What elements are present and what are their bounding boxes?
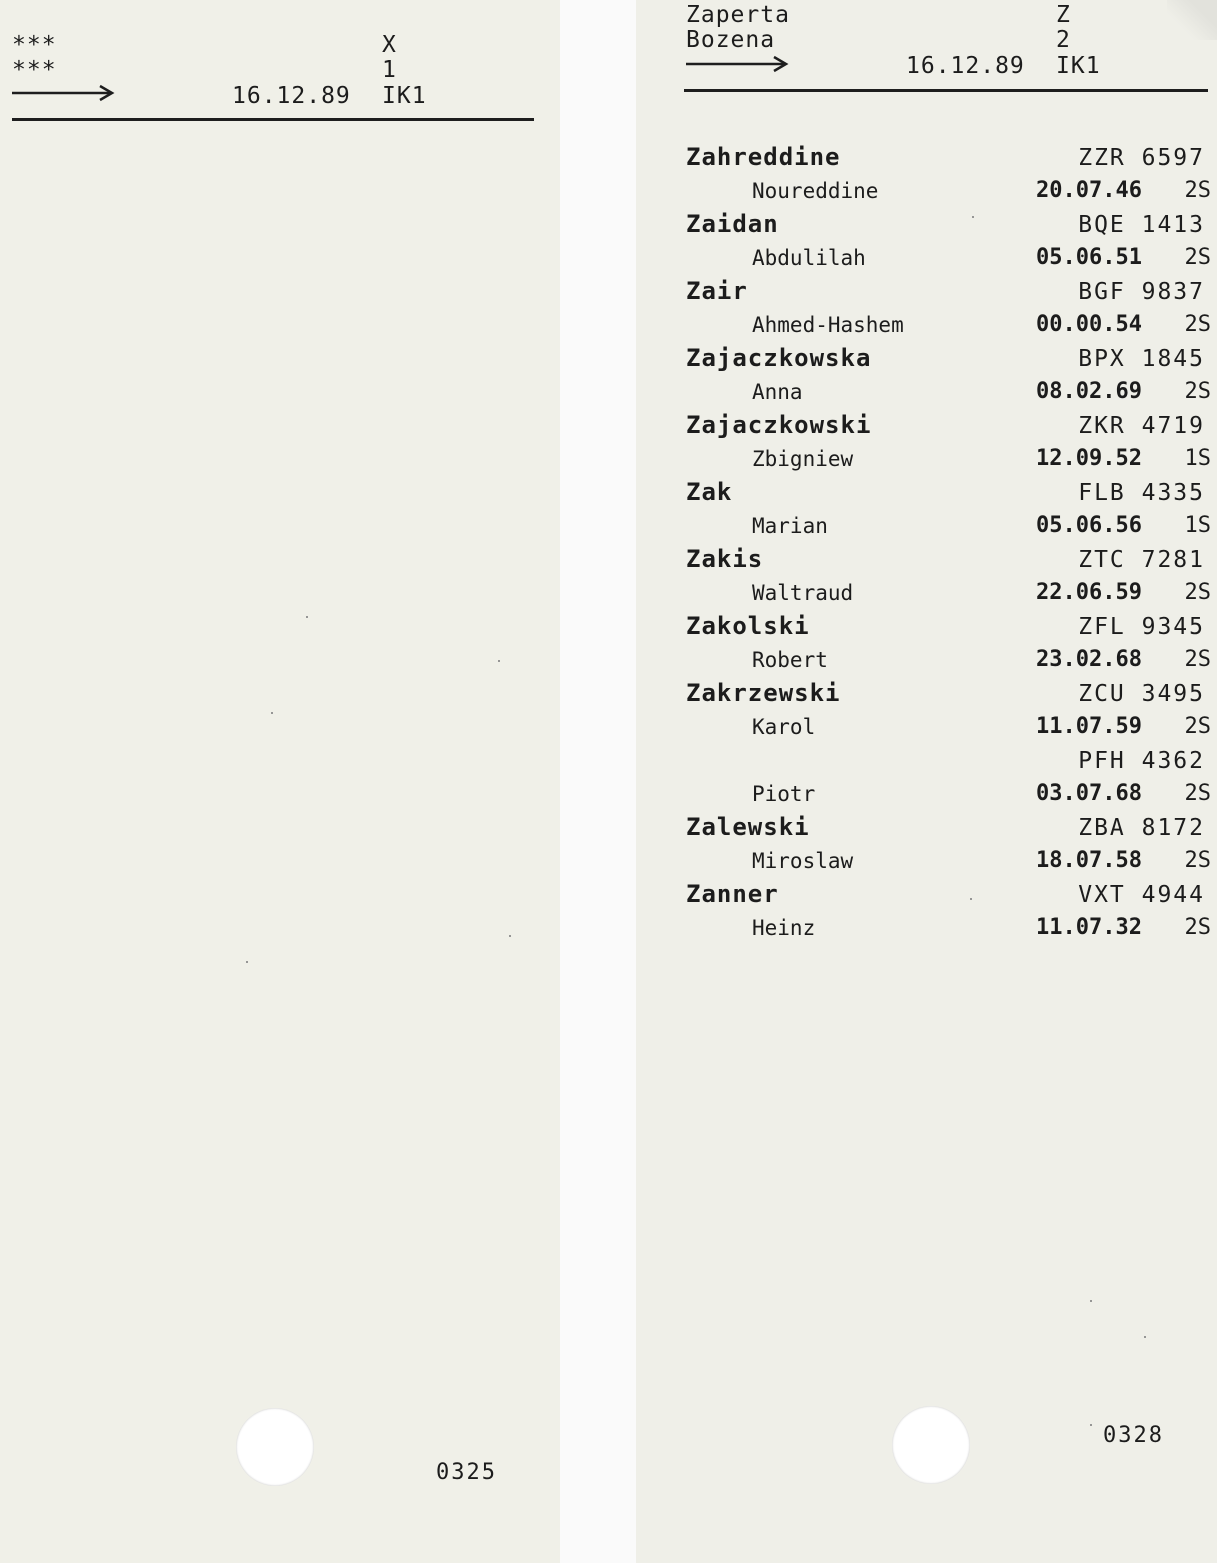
- left-date: 16.12.89: [232, 83, 351, 109]
- record-sex-code: 2S: [1184, 379, 1211, 404]
- record-sex-code: 2S: [1184, 848, 1211, 873]
- record-code: ZBA 8172: [1078, 815, 1205, 841]
- record-birth-date: 18.07.58: [1036, 848, 1142, 873]
- record-sex-code: 1S: [1184, 513, 1211, 538]
- record-surname: Zajaczkowski: [686, 411, 872, 439]
- left-header-letter: X: [382, 32, 397, 58]
- record-birth-date: 23.02.68: [1036, 647, 1142, 672]
- right-header-name-1: Zaperta: [686, 2, 790, 28]
- right-header-letter: Z: [1056, 2, 1071, 28]
- right-header-rule: [684, 89, 1208, 92]
- record-sex-code: 2S: [1184, 245, 1211, 270]
- record-surname: Zak: [686, 478, 733, 506]
- record-given-name: Ahmed-Hashem: [752, 313, 904, 337]
- right-sheet: [636, 0, 1217, 1563]
- record-code: ZKR 4719: [1078, 413, 1205, 439]
- record-surname: Zahreddine: [686, 143, 841, 171]
- right-punch-hole: [892, 1406, 970, 1484]
- record-given-name: Waltraud: [752, 581, 854, 605]
- sheet-gap: [560, 0, 636, 1563]
- record-code: BPX 1845: [1078, 346, 1205, 372]
- page-corner-curl: [1167, 0, 1217, 40]
- record-given-name: Robert: [752, 648, 828, 672]
- record-surname: Zajaczkowska: [686, 344, 872, 372]
- right-header-name-2: Bozena: [686, 27, 776, 53]
- left-header-rule: [12, 118, 534, 121]
- record-birth-date: 08.02.69: [1036, 379, 1142, 404]
- left-arrow-icon: [12, 83, 116, 103]
- record-given-name: Noureddine: [752, 179, 879, 203]
- record-sex-code: 2S: [1184, 647, 1211, 672]
- record-birth-date: 03.07.68: [1036, 781, 1142, 806]
- record-birth-date: 20.07.46: [1036, 178, 1142, 203]
- record-given-name: Anna: [752, 380, 803, 404]
- left-header-stars-2: ***: [12, 57, 57, 83]
- left-header-stars-1: ***: [12, 32, 57, 58]
- record-given-name: Heinz: [752, 916, 816, 940]
- record-birth-date: 00.00.54: [1036, 312, 1142, 337]
- record-code: ZCU 3495: [1078, 681, 1205, 707]
- record-surname: Zair: [686, 277, 748, 305]
- record-birth-date: 11.07.59: [1036, 714, 1142, 739]
- record-given-name: Piotr: [752, 782, 816, 806]
- record-code: ZFL 9345: [1078, 614, 1205, 640]
- record-given-name: Zbigniew: [752, 447, 854, 471]
- record-birth-date: 05.06.56: [1036, 513, 1142, 538]
- right-date: 16.12.89: [906, 53, 1025, 79]
- record-surname: Zanner: [686, 880, 779, 908]
- right-header-number: 2: [1056, 27, 1071, 53]
- record-code: BGF 9837: [1078, 279, 1205, 305]
- record-code: FLB 4335: [1078, 480, 1205, 506]
- record-sex-code: 2S: [1184, 580, 1211, 605]
- record-birth-date: 05.06.51: [1036, 245, 1142, 270]
- record-surname: Zakis: [686, 545, 764, 573]
- record-code: ZZR 6597: [1078, 145, 1205, 171]
- right-arrow-icon: [686, 54, 790, 74]
- record-code: VXT 4944: [1078, 882, 1205, 908]
- record-surname: Zakolski: [686, 612, 810, 640]
- record-birth-date: 22.06.59: [1036, 580, 1142, 605]
- left-sheet: [0, 0, 560, 1563]
- record-birth-date: 11.07.32: [1036, 915, 1142, 940]
- right-office-code: IK1: [1056, 53, 1101, 79]
- record-code: ZTC 7281: [1078, 547, 1205, 573]
- record-given-name: Miroslaw: [752, 849, 854, 873]
- record-sex-code: 2S: [1184, 312, 1211, 337]
- record-surname: Zakrzewski: [686, 679, 841, 707]
- record-sex-code: 2S: [1184, 915, 1211, 940]
- record-surname: Zalewski: [686, 813, 810, 841]
- record-given-name: Abdulilah: [752, 246, 866, 270]
- record-surname: Zaidan: [686, 210, 779, 238]
- record-sex-code: 2S: [1184, 781, 1211, 806]
- right-page-number: 0328: [1103, 1423, 1164, 1448]
- record-given-name: Karol: [752, 715, 816, 739]
- record-birth-date: 12.09.52: [1036, 446, 1142, 471]
- left-header-number: 1: [382, 57, 397, 83]
- record-sex-code: 2S: [1184, 714, 1211, 739]
- record-code: BQE 1413: [1078, 212, 1205, 238]
- left-office-code: IK1: [382, 83, 427, 109]
- record-code: PFH 4362: [1078, 748, 1205, 774]
- left-page-number: 0325: [436, 1460, 497, 1485]
- record-sex-code: 1S: [1184, 446, 1211, 471]
- record-sex-code: 2S: [1184, 178, 1211, 203]
- left-punch-hole: [236, 1408, 314, 1486]
- record-given-name: Marian: [752, 514, 828, 538]
